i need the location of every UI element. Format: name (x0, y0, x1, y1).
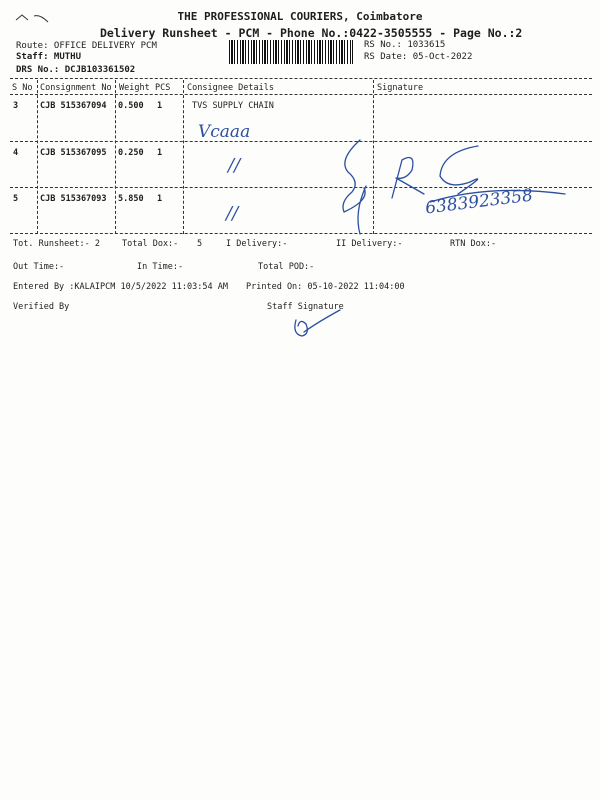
handwritten-name: Vcaaa (198, 122, 251, 142)
col-header-consignee: Consignee Details (187, 83, 274, 93)
row-sno: 5 (13, 194, 19, 204)
row-consignee: TVS SUPPLY CHAIN (192, 101, 274, 111)
rs-date: RS Date: 05-Oct-2022 (364, 52, 473, 62)
staff-signature-label: Staff Signature (267, 302, 344, 312)
row-pcs: 1 (157, 194, 163, 204)
runsheet-title: Delivery Runsheet - PCM - Phone No.:0422-3505555 - Page No.:2 (100, 26, 523, 40)
second-delivery: II Delivery:- (336, 239, 403, 249)
row-sno: 4 (13, 148, 19, 158)
handwritten-ditto: // (226, 203, 239, 224)
row-consignment: CJB 515367093 (40, 194, 107, 204)
barcode (229, 40, 353, 64)
handwritten-signature (330, 130, 580, 240)
route-text: Route: OFFICE DELIVERY PCM (16, 41, 157, 51)
first-delivery: I Delivery:- (226, 239, 288, 249)
row-consignment: CJB 515367094 (40, 101, 107, 111)
printed-on: Printed On: 05-10-2022 11:04:00 (246, 282, 405, 292)
table-top-rule (10, 78, 592, 79)
verified-by: Verified By (13, 302, 70, 312)
column-divider (115, 80, 116, 234)
total-runsheet: Tot. Runsheet:- 2 (13, 239, 100, 249)
total-dox-label: Total Dox:- (122, 239, 179, 249)
in-time: In Time:- (137, 262, 184, 272)
rtn-dox: RTN Dox:- (450, 239, 497, 249)
row-pcs: 1 (157, 148, 163, 158)
entered-by: Entered By :KALAIPCM 10/5/2022 11:03:54 AM (13, 282, 228, 292)
col-header-weight: Weight (119, 83, 150, 93)
company-title: THE PROFESSIONAL COURIERS, Coimbatore (177, 10, 423, 23)
column-divider (37, 80, 38, 234)
out-time: Out Time:- (13, 262, 65, 272)
handwritten-ditto: // (228, 155, 241, 176)
rs-number: RS No.: 1033615 (364, 40, 446, 50)
drs-number: DRS No.: DCJB103361502 (16, 65, 136, 75)
row-consignment: CJB 515367095 (40, 148, 107, 158)
total-dox-value: 5 (197, 239, 203, 249)
row-weight: 0.250 (118, 148, 144, 158)
col-header-pcs: PCS (155, 83, 171, 93)
row-sno: 3 (13, 101, 19, 111)
row-weight: 5.850 (118, 194, 144, 204)
handwritten-phone: 6383923358 (424, 185, 534, 219)
col-header-consignment: Consignment No (40, 83, 112, 93)
row-pcs: 1 (157, 101, 163, 111)
col-header-sno: S No (12, 83, 33, 93)
column-divider (183, 80, 184, 234)
staff-signature-mark (288, 304, 348, 344)
row-weight: 0.500 (118, 101, 144, 111)
total-pod: Total POD:- (258, 262, 315, 272)
staff-text: Staff: MUTHU (16, 52, 82, 62)
header-bottom-rule (10, 94, 592, 95)
col-header-signature: Signature (377, 83, 424, 93)
